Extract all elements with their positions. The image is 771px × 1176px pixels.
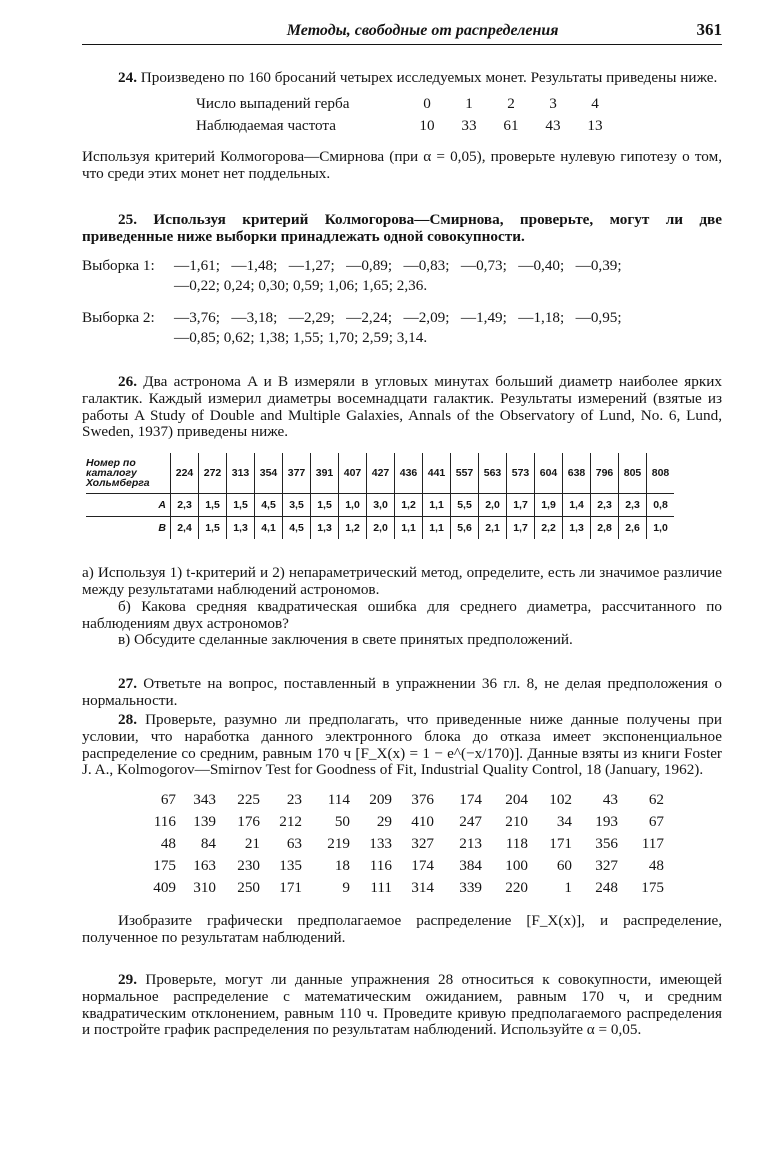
data-cell: 50	[334, 813, 350, 831]
row-label-a: A	[86, 494, 171, 517]
catalog-cell: 563	[479, 453, 507, 494]
exercise-29	[82, 972, 722, 1039]
question-c: в) Обсудите сделанные заключения в свете принятых предположений.	[118, 631, 573, 649]
value-cell: 5,6	[451, 517, 479, 540]
value-cell: 2	[507, 94, 515, 112]
data-cell: 174	[459, 791, 482, 809]
data-cell: 250	[237, 879, 260, 897]
value-cell: 4,5	[255, 494, 283, 517]
exercise-text: Изобразите графически предполагаемое распределение [F_X(x)], и распределение, полученное по результатам наблюдений.	[82, 912, 722, 946]
catalog-cell: 391	[311, 453, 339, 494]
data-cell: 100	[505, 857, 528, 875]
value-cell: 43	[545, 116, 561, 134]
value-cell: 2,0	[479, 494, 507, 517]
exercise-text: Используя критерий Колмогорова—Смирнова, проверьте, могут ли две приведенные ниже выборки принадлежать одной совокупности.	[82, 211, 723, 245]
catalog-cell: 808	[647, 453, 675, 494]
failure-data-table	[142, 789, 664, 899]
value-cell: 1,0	[647, 517, 675, 540]
exercise-text: Используя критерий Колмогорова—Смирнова (при α = 0,05), проверьте нулевую гипотезу о том, что среди этих монет нет поддельных.	[82, 147, 722, 182]
table-row	[142, 877, 664, 899]
catalog-cell: 313	[227, 453, 255, 494]
exercise-text: Два астронома A и B измеряли в угловых минутах больший диаметр наиболее ярких галактик. Каждый измерил диаметры восемнадцати галактик. Результаты измерений (взятые из работы A Study of Double and Multiple Galaxies, Annals of the Observatory of Lund, No. 6, Lund, Sweden, 1937) приведены ниже.	[82, 373, 722, 441]
row-label: Наблюдаемая частота	[196, 116, 336, 134]
data-cell: 23	[286, 791, 302, 809]
value-cell: 4,5	[283, 517, 311, 540]
exercise-number: 25.	[118, 211, 137, 228]
sample-values: —0,85; 0,62; 1,38; 1,55; 1,70; 2,59; 3,14.	[174, 328, 428, 346]
data-cell: 213	[459, 835, 482, 853]
question-b: б) Какова средняя квадратическая ошибка для среднего диаметра, рассчитанного по наблюдениям двух астрономов?	[82, 597, 722, 632]
data-cell: 67	[648, 813, 664, 831]
exercise-text: Произведено по 160 бросаний четырех исследуемых монет. Результаты приведены ниже.	[140, 69, 718, 86]
value-cell: 1,7	[507, 494, 535, 517]
value-cell: 1,1	[423, 494, 451, 517]
data-cell: 248	[595, 879, 618, 897]
data-cell: 1	[564, 879, 572, 897]
data-cell: 84	[200, 835, 216, 853]
value-cell: 2,6	[619, 517, 647, 540]
value-cell: 13	[587, 116, 603, 134]
table-row	[142, 833, 664, 855]
data-cell: 171	[279, 879, 302, 897]
data-cell: 219	[327, 835, 350, 853]
data-cell: 310	[193, 879, 216, 897]
sample-values: —0,22; 0,24; 0,30; 0,59; 1,06; 1,65; 2,36.	[174, 276, 428, 294]
exercise-number: 28.	[118, 711, 137, 728]
value-cell: 0	[423, 94, 431, 112]
catalog-cell: 441	[423, 453, 451, 494]
sample-label: Выборка 1:	[82, 256, 155, 274]
value-cell: 3,0	[367, 494, 395, 517]
value-cell: 0,8	[647, 494, 675, 517]
value-cell: 33	[461, 116, 477, 134]
value-cell: 61	[503, 116, 519, 134]
value-cell: 1,2	[339, 517, 367, 540]
exercise-25	[82, 212, 722, 348]
data-cell: 116	[153, 813, 176, 831]
value-cell: 1,5	[199, 517, 227, 540]
data-cell: 247	[459, 813, 482, 831]
data-cell: 193	[595, 813, 618, 831]
value-cell: 1,4	[563, 494, 591, 517]
data-cell: 118	[505, 835, 528, 853]
catalog-cell: 638	[563, 453, 591, 494]
data-cell: 176	[237, 813, 260, 831]
data-cell: 356	[595, 835, 618, 853]
page-number: 361	[696, 20, 722, 39]
value-cell: 5,5	[451, 494, 479, 517]
value-cell: 1,5	[199, 494, 227, 517]
data-cell: 116	[369, 857, 392, 875]
value-cell: 2,8	[591, 517, 619, 540]
data-cell: 327	[595, 857, 618, 875]
value-cell: 2,3	[591, 494, 619, 517]
value-cell: 1,9	[535, 494, 563, 517]
catalog-cell: 407	[339, 453, 367, 494]
catalog-cell: 573	[507, 453, 535, 494]
table-row	[142, 811, 664, 833]
value-cell: 4,1	[255, 517, 283, 540]
value-cell: 2,3	[171, 494, 199, 517]
exercise-text: Проверьте, разумно ли предполагать, что приведенные ниже данные получены при условии, что наработка данного электронного блока до отказа имеет экспоненциальное распределение со средним, равным 170 ч [F_X(x) = 1 − e^(−x/170)]. Данные взяты из книги Foster J. A., Kolmogorov—Smirnov Test for Goodness of Fit, Industrial Quality Control, 18 (January, 1962).	[82, 711, 722, 779]
data-cell: 48	[648, 857, 664, 875]
catalog-cell: 377	[283, 453, 311, 494]
sample-values: —3,76; —3,18; —2,29; —2,24; —2,09; —1,49; —1,18; —0,95;	[174, 308, 622, 326]
data-cell: 230	[237, 857, 260, 875]
data-cell: 175	[641, 879, 664, 897]
catalog-cell: 604	[535, 453, 563, 494]
data-cell: 376	[411, 791, 434, 809]
data-cell: 139	[193, 813, 216, 831]
exercise-text: Ответьте на вопрос, поставленный в упражнении 36 гл. 8, не делая предположения о нормальности.	[82, 675, 722, 709]
exercise-26	[82, 374, 722, 649]
value-cell: 10	[419, 116, 435, 134]
catalog-cell: 436	[395, 453, 423, 494]
data-cell: 9	[342, 879, 350, 897]
value-cell: 3,5	[283, 494, 311, 517]
value-cell: 1,3	[227, 517, 255, 540]
value-cell: 3	[549, 94, 557, 112]
data-cell: 220	[505, 879, 528, 897]
value-cell: 2,4	[171, 517, 199, 540]
data-cell: 135	[279, 857, 302, 875]
data-cell: 174	[411, 857, 434, 875]
data-cell: 171	[549, 835, 572, 853]
data-cell: 314	[411, 879, 434, 897]
value-cell: 1,7	[507, 517, 535, 540]
data-cell: 133	[369, 835, 392, 853]
value-cell: 2,0	[367, 517, 395, 540]
data-cell: 163	[193, 857, 216, 875]
catalog-cell: 224	[171, 453, 199, 494]
exercise-24	[82, 70, 722, 182]
data-cell: 21	[244, 835, 260, 853]
value-cell: 1,1	[395, 517, 423, 540]
data-cell: 339	[459, 879, 482, 897]
data-cell: 225	[237, 791, 260, 809]
sample-1	[82, 256, 722, 296]
data-cell: 18	[334, 857, 350, 875]
sample-2	[82, 308, 722, 348]
data-cell: 210	[505, 813, 528, 831]
catalog-cell: 805	[619, 453, 647, 494]
catalog-cell: 796	[591, 453, 619, 494]
data-cell: 409	[153, 879, 176, 897]
data-cell: 209	[369, 791, 392, 809]
value-cell: 1,3	[563, 517, 591, 540]
exercise-number: 24.	[118, 69, 137, 86]
value-cell: 2,3	[619, 494, 647, 517]
value-cell: 1,3	[311, 517, 339, 540]
row-label-b: B	[158, 522, 166, 535]
row-label: Число выпадений герба	[196, 94, 350, 112]
data-cell: 384	[459, 857, 482, 875]
data-cell: 102	[549, 791, 572, 809]
value-cell: 1,1	[423, 517, 451, 540]
data-cell: 29	[376, 813, 392, 831]
frequency-table	[196, 93, 616, 137]
catalog-cell: 272	[199, 453, 227, 494]
value-cell: 1,5	[227, 494, 255, 517]
page	[82, 20, 722, 45]
value-cell: 1,2	[395, 494, 423, 517]
exercise-number: 29.	[118, 971, 137, 988]
exercise-number: 27.	[118, 675, 137, 692]
header-title: Методы, свободные от распределения	[286, 22, 559, 39]
catalog-header: Номер по каталогу Хольмберга	[86, 457, 150, 490]
data-cell: 114	[327, 791, 350, 809]
value-cell: 1,0	[339, 494, 367, 517]
value-cell: 4	[591, 94, 599, 112]
value-cell: 1	[465, 94, 473, 112]
value-cell: 2,1	[479, 517, 507, 540]
data-cell: 175	[153, 857, 176, 875]
data-cell: 48	[160, 835, 176, 853]
data-cell: 60	[556, 857, 572, 875]
table-row	[142, 855, 664, 877]
data-cell: 204	[505, 791, 528, 809]
sample-values: —1,61; —1,48; —1,27; —0,89; —0,83; —0,73; —0,40; —0,39;	[174, 256, 622, 274]
data-cell: 327	[411, 835, 434, 853]
data-cell: 62	[648, 791, 664, 809]
exercise-27	[82, 676, 722, 710]
value-cell: 1,5	[311, 494, 339, 517]
data-cell: 63	[286, 835, 302, 853]
data-cell: 34	[556, 813, 572, 831]
exercise-number: 26.	[118, 373, 137, 390]
table-row	[142, 789, 664, 811]
data-cell: 111	[370, 879, 392, 897]
data-cell: 117	[641, 835, 664, 853]
data-cell: 43	[602, 791, 618, 809]
value-cell: 2,2	[535, 517, 563, 540]
data-cell: 343	[193, 791, 216, 809]
catalog-cell: 557	[451, 453, 479, 494]
catalog-cell: 427	[367, 453, 395, 494]
exercise-28	[82, 712, 722, 947]
sample-label: Выборка 2:	[82, 308, 155, 326]
catalog-cell: 354	[255, 453, 283, 494]
running-header	[82, 20, 722, 45]
question-a: а) Используя 1) t-критерий и 2) непараметрический метод, определите, есть ли значимое различие между результатами наблюдений астрономов.	[82, 564, 722, 598]
data-cell: 212	[279, 813, 302, 831]
data-cell: 410	[411, 813, 434, 831]
astronomer-table	[86, 453, 674, 539]
exercise-text: Проверьте, могут ли данные упражнения 28 относиться к совокупности, имеющей нормальное распределение с математическим ожиданием, равным 170 ч, и средним квадратическим отклонением, равным 110 ч. Проведите кривую предполагаемого распределения и постройте график распределения по результатам наблюдений. Используйте α = 0,05.	[82, 971, 722, 1039]
data-cell: 67	[160, 791, 176, 809]
